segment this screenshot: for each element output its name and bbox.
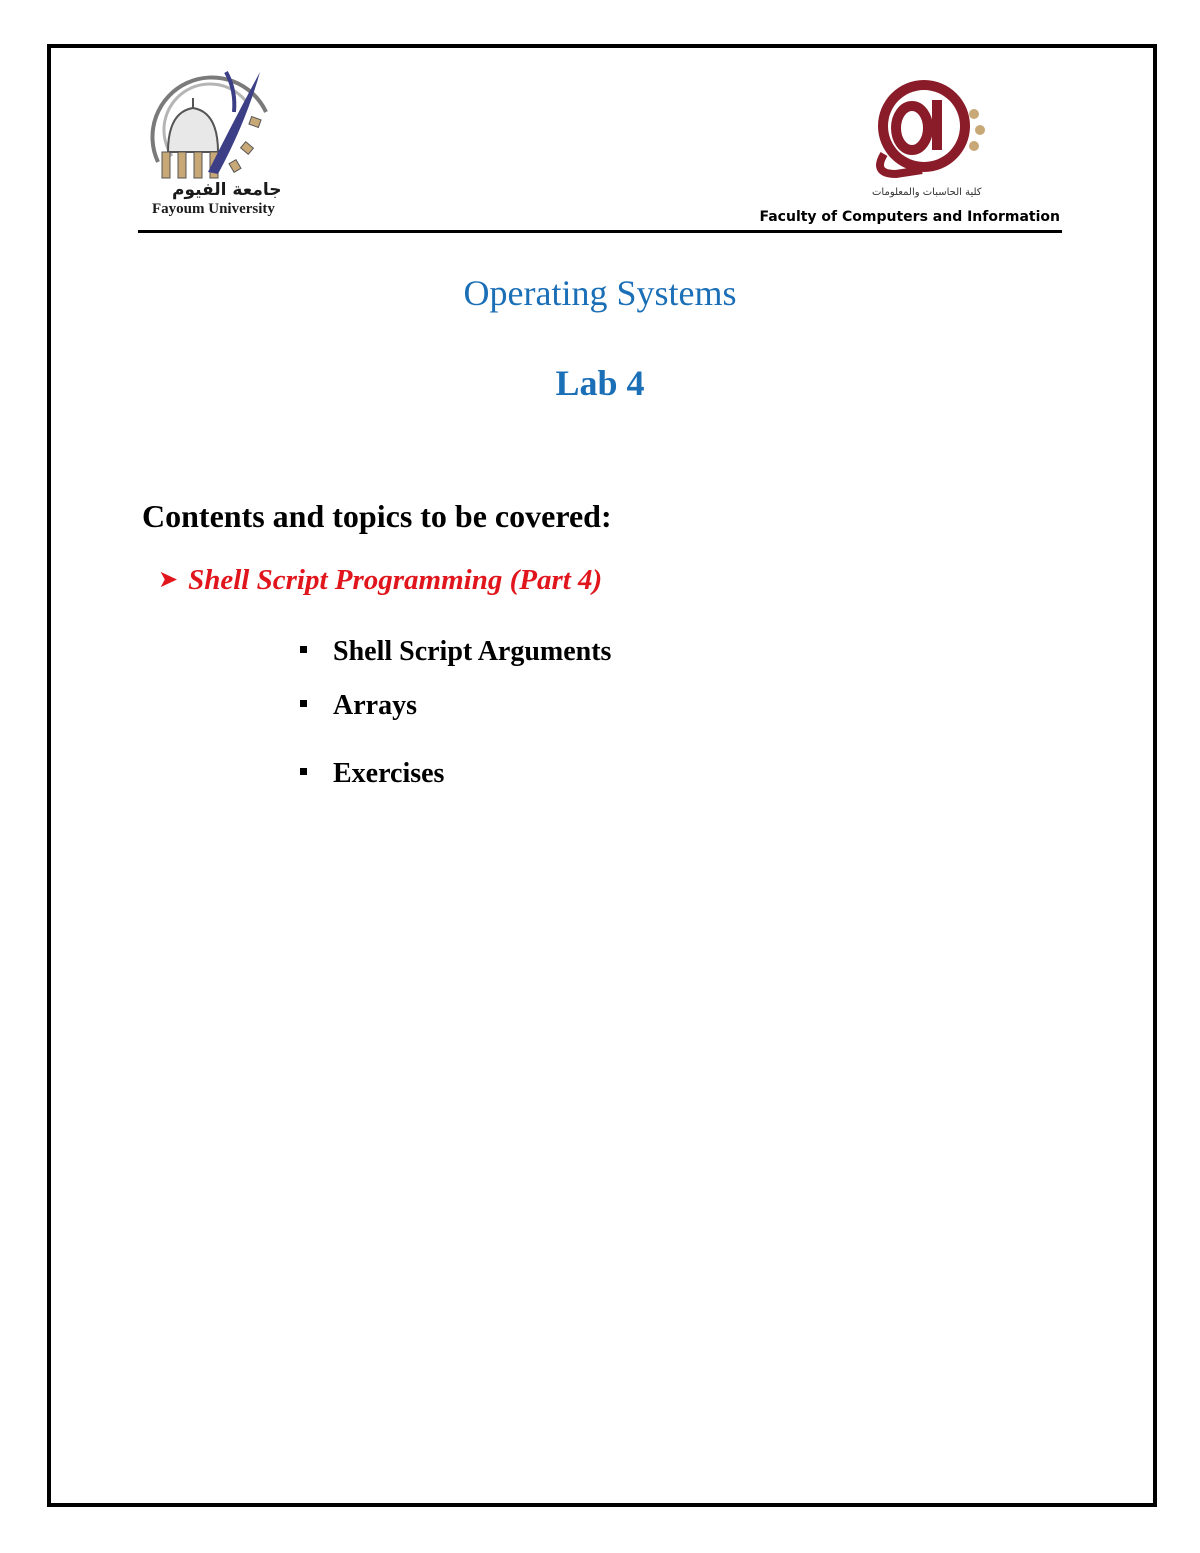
document-subtitle: Lab 4 <box>555 363 645 403</box>
faculty-name-ar: كلية الحاسبات والمعلومات <box>872 187 982 198</box>
header-divider <box>138 230 1062 233</box>
list-item <box>300 636 611 668</box>
university-name-ar: جامعة الفيوم <box>172 180 282 200</box>
faculty-name: Faculty of Computers and Information <box>759 209 1060 225</box>
list-item <box>300 758 444 790</box>
page-border <box>47 44 1157 1507</box>
square-bullet-icon <box>300 646 307 653</box>
square-bullet-icon <box>300 768 307 775</box>
arrowhead-bullet-icon: ➤ <box>158 565 179 593</box>
document-title: Operating Systems <box>463 273 737 313</box>
faculty-logo <box>862 74 1002 184</box>
list-item-label: Shell Script Arguments <box>333 636 612 667</box>
university-name-en: Fayoum University <box>152 201 275 217</box>
list-item <box>300 690 417 722</box>
list-item-label: Arrays <box>333 690 417 721</box>
contents-heading: Contents and topics to be covered: <box>142 498 612 534</box>
topic-item <box>158 564 602 597</box>
list-item-label: Exercises <box>333 758 445 789</box>
topic-label: Shell Script Programming (Part 4) <box>188 564 603 596</box>
square-bullet-icon <box>300 700 307 707</box>
